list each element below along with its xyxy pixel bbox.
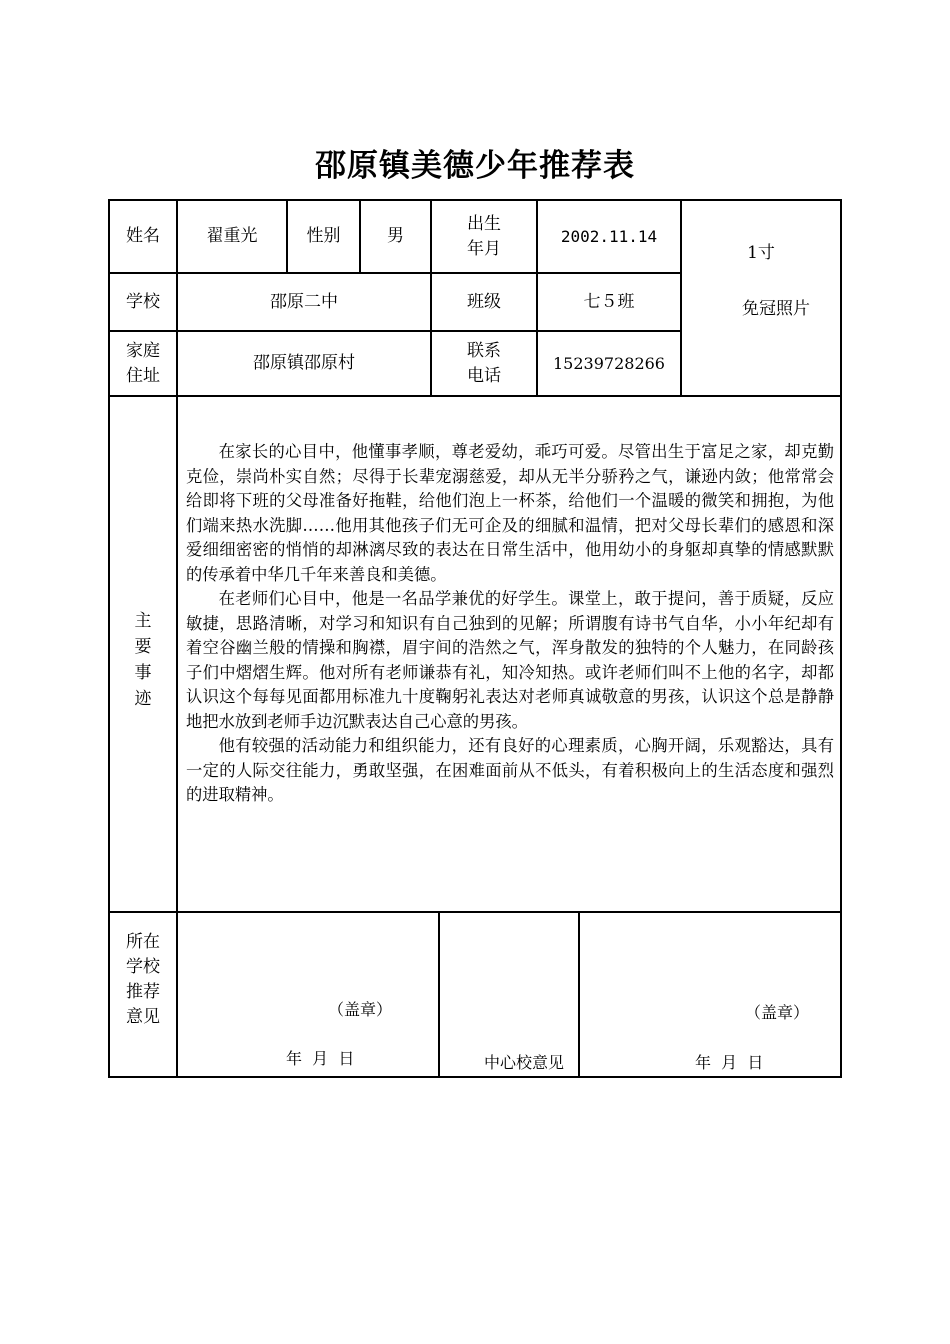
gender-label: 性别 — [306, 226, 341, 246]
school-value: 邵原二中 — [270, 291, 338, 312]
address-label — [110, 332, 176, 395]
class-label: 班级 — [467, 291, 501, 312]
address-value: 邵原镇邵原村 — [253, 353, 355, 373]
deeds-paragraph: 在家长的心目中，他懂事孝顺，尊老爱幼，乖巧可爱。尽管出生于富足之家，却克勤克俭，崇尚朴实自然；尽得于长辈宠溺慈爱，却从无半分骄矜之气，谦逊内敛；他常常会给即将下班的父母准备好拖鞋，给他们泡上一杯茶，给他们一个温暖的微笑和拥抱，为他们端来热水洗脚……他用其他孩子们无可企及的细腻和温情，把对父母长辈们的感恩和深爱细细密密的悄悄的却淋漓尽致的表达在日常生活中，他用幼小的身躯却真挚的情感默默的传承着中华几千年来善良和美德。 — [186, 442, 834, 584]
deeds-paragraph: 他有较强的活动能力和组织能力，还有良好的心理素质，心胸开阔，乐观豁达，具有一定的人际交往能力，勇敢坚强，在困难面前从不低头，有着积极向上的生活态度和强烈的进取精神。 — [186, 736, 834, 804]
opinion-label-line: 所在 — [126, 932, 160, 952]
birth-label — [432, 201, 536, 272]
center-date-label: 年 月 日 — [695, 1053, 764, 1072]
school-date-label: 年 月 日 — [286, 1049, 355, 1068]
birth-label-line-1: 出生 — [467, 213, 501, 234]
opinion-label-line: 推荐 — [126, 982, 160, 1002]
deeds-paragraph: 在老师们心目中，他是一名品学兼优的好学生。课堂上，敢于提问，善于质疑，反应敏捷，思路清晰，对学习和知识有自己独到的见解；所谓腹有诗书气自华，小小年纪却有着空谷幽兰般的情操和胸襟，眉宇间的浩然之气，浑身散发的独特的个人魅力，在同龄孩子们中熠熠生辉。他对所有老师谦恭有礼，知冷知热。或许老师们叫不上他的名字，却都认识这个每每见面都用标准九十度鞠躬礼表达对老师真诚敬意的男孩，认识这个总是静静地把水放到老师手边沉默表达自己心意的男孩。 — [186, 589, 834, 731]
photo-placeholder-label: 免冠照片 — [742, 298, 810, 319]
deeds-label-char: 主 — [134, 611, 152, 631]
opinion-label-line: 意见 — [126, 1007, 160, 1027]
phone-label-line-2: 电话 — [467, 365, 501, 386]
address-label-line-2: 住址 — [126, 365, 160, 386]
center-stamp-label: （盖章） — [745, 1003, 810, 1022]
phone-label-line-1: 联系 — [467, 340, 501, 361]
phone-label — [432, 332, 536, 395]
deeds-label — [110, 608, 176, 712]
name-value: 翟重光 — [206, 226, 258, 246]
phone-value: 15239728266 — [553, 354, 665, 373]
address-label-line-1: 家庭 — [126, 340, 160, 361]
class-value: 七５班 — [583, 291, 635, 312]
deeds-text — [186, 440, 834, 808]
school-label: 学校 — [126, 291, 160, 312]
name-label: 姓名 — [126, 226, 160, 246]
birth-label-line-2: 年月 — [467, 238, 501, 259]
deeds-label-char: 迹 — [134, 689, 152, 709]
deeds-label-char: 要 — [134, 637, 152, 657]
opinion-label-line: 学校 — [126, 957, 160, 977]
page-title: 邵原镇美德少年推荐表 — [315, 148, 635, 184]
birth-value: 2002.11.14 — [560, 227, 658, 246]
school-stamp-label: （盖章） — [328, 1000, 393, 1019]
center-school-opinion-label: 中心校意见 — [484, 1053, 565, 1072]
photo-size-label: 1寸 — [747, 242, 775, 263]
deeds-label-char: 事 — [134, 663, 152, 683]
gender-value: 男 — [387, 226, 404, 246]
opinion-label — [110, 930, 176, 1030]
